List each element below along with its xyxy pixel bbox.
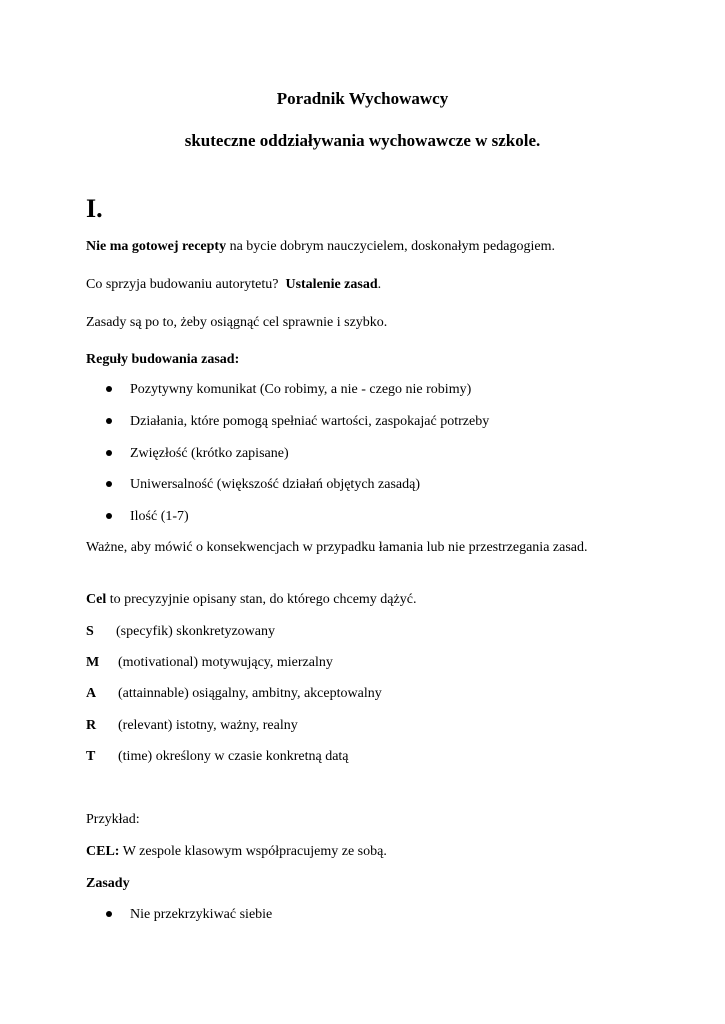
goal-definition-bold: Cel [86,592,107,607]
bullet-icon [106,911,112,917]
smart-letter: M [86,655,100,670]
paragraph-recipe-rest: na bycie dobrym nauczycielem, doskonałym pedagogiem. [226,239,555,254]
rule-item: Pozytywny komunikat (Co robimy, a nie - czego nie robimy) [130,382,472,397]
paragraph-authority [86,276,381,294]
rule2-item: Nie przekrzykiwać siebie [130,907,273,922]
example-goal-bold: CEL: [86,844,120,859]
smart-letter: A [86,686,97,701]
example-label: Przykład: [86,812,140,827]
paragraph-recipe [86,238,555,256]
example-goal-rest: W zespole klasowym współpracujemy ze sobą. [119,844,387,859]
smart-description: (motivational) motywujący, mierzalny [118,655,333,670]
paragraph-authority-text: Co sprzyja budowaniu autorytetu? [86,277,286,292]
smart-letter: S [86,624,94,639]
goal-definition-rest: to precyzyjnie opisany stan, do którego chcemy dążyć. [106,592,417,607]
document-title: Poradnik Wychowawcy [276,89,449,108]
smart-letter: T [86,749,96,764]
smart-letter: R [86,718,97,733]
paragraph-consequences: Ważne, aby mówić o konsekwencjach w przypadku łamania lub nie przestrzegania zasad. [86,540,588,555]
rules2-heading [86,875,130,893]
bullet-icon [106,418,112,424]
paragraph-authority-end: . [377,277,382,292]
rules-heading-text: Reguły budowania zasad: [86,352,240,367]
paragraph-recipe-bold: Nie ma gotowej recepty [86,239,227,254]
rule-item: Działania, które pomogą spełniać wartości, zaspokajać potrzeby [130,414,490,429]
rules2-heading-text: Zasady [86,876,130,891]
paragraph-authority-bold: Ustalenie zasad [285,277,378,292]
bullet-icon [106,481,112,487]
rules-heading [86,351,239,369]
bullet-icon [106,513,112,519]
paragraph-rules-purpose: Zasady są po to, żeby osiągnąć cel sprawnie i szybko. [86,315,388,330]
smart-description: (relevant) istotny, ważny, realny [118,718,298,733]
paragraph-goal-definition [86,591,416,609]
smart-description: (specyfik) skonkretyzowany [116,624,276,639]
rule-item: Uniwersalność (większość działań objętych zasadą) [130,477,420,492]
section-number: I. [86,194,103,223]
smart-description: (time) określony w czasie konkretną datą [118,749,349,764]
bullet-icon [106,386,112,392]
rule-item: Zwięzłość (krótko zapisane) [130,446,289,461]
smart-description: (attainnable) osiągalny, ambitny, akceptowalny [118,686,382,701]
document-subtitle: skuteczne oddziaływania wychowawcze w szkole. [184,131,541,150]
example-goal [86,843,387,861]
bullet-icon [106,450,112,456]
rule-item: Ilość (1-7) [130,509,189,524]
